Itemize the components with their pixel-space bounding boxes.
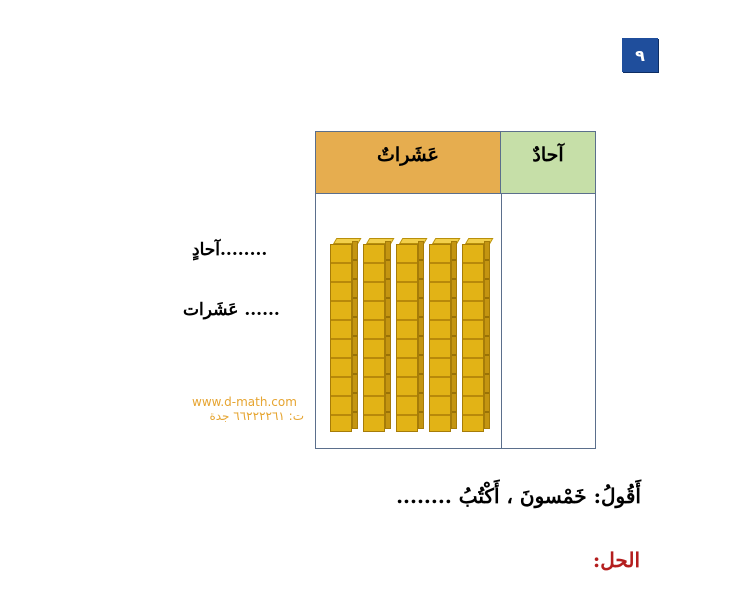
watermark-phone: ت: ٦٦٢٢٢٢٦١ جدة	[209, 409, 304, 423]
watermark	[192, 395, 304, 423]
column-divider	[501, 194, 502, 448]
ones-column-header: آحادٌ	[501, 132, 595, 194]
tens-prompt: ...... عَشَرات	[183, 300, 280, 320]
solution-label: الحل:	[592, 548, 640, 572]
watermark-url: www.d-math.com	[192, 395, 297, 409]
ones-prompt: ........آحادٍ	[192, 240, 268, 260]
question-number-badge: ٩	[622, 38, 658, 72]
place-value-table	[315, 131, 596, 449]
tens-column-header: عَشَراتٌ	[316, 132, 501, 194]
tens-rod-1	[330, 238, 358, 434]
tens-rod-2	[363, 238, 391, 434]
tens-rod-3	[396, 238, 424, 434]
tens-rods-group	[330, 238, 496, 434]
say-write-statement: أَقُولُ: خَمْسونَ ، أَكْتُبُ ........	[396, 484, 641, 508]
tens-rod-4	[429, 238, 457, 434]
tens-rod-5	[462, 238, 490, 434]
